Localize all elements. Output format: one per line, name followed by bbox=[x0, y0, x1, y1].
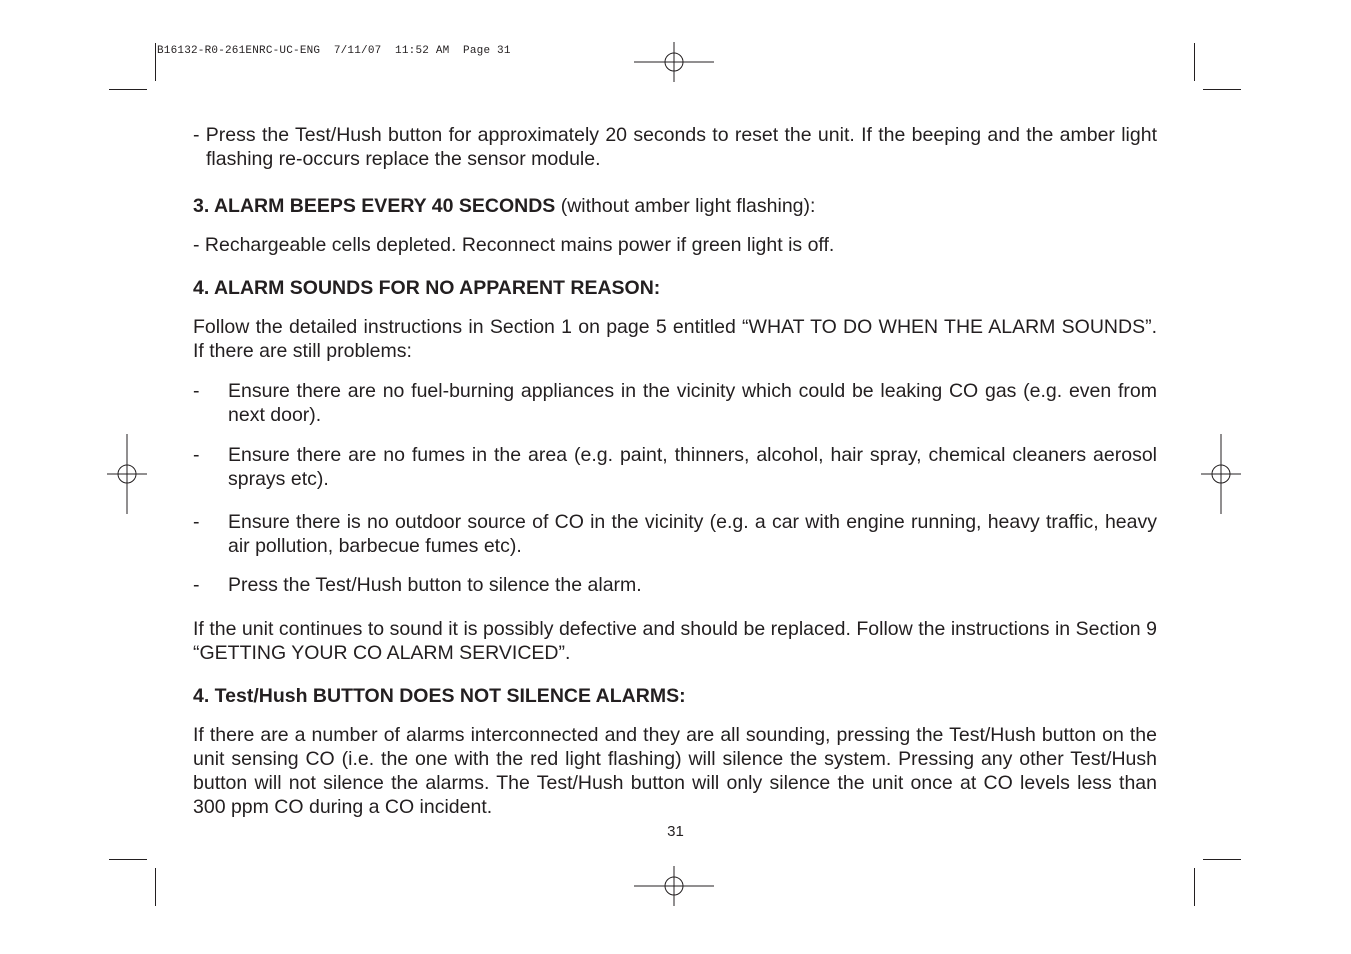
section-3-body: - Rechargeable cells depleted. Reconnect mains power if green light is off. bbox=[193, 234, 835, 256]
bullet-dash: - bbox=[193, 574, 200, 596]
page-content bbox=[193, 123, 1157, 819]
registration-mark-bottom-icon bbox=[634, 866, 714, 906]
bullet-dash: - bbox=[193, 511, 200, 533]
registration-mark-top-icon bbox=[634, 42, 714, 82]
section-4b-heading: 4. Test/Hush BUTTON DOES NOT SILENCE ALARMS: bbox=[193, 685, 686, 707]
crop-mark-top-left-horizontal bbox=[109, 89, 147, 90]
crop-mark-bottom-right-horizontal bbox=[1203, 859, 1241, 860]
list-item bbox=[193, 443, 1157, 491]
bullet-dash: - bbox=[193, 444, 200, 466]
section-3-heading bbox=[193, 194, 1157, 218]
section-4a-heading: 4. ALARM SOUNDS FOR NO APPARENT REASON: bbox=[193, 277, 661, 299]
crop-mark-bottom-left-vertical bbox=[155, 868, 156, 906]
crop-mark-top-left-vertical bbox=[155, 43, 156, 81]
list-item-text: Ensure there are no fuel-burning appliances in the vicinity which could be leaking CO gas (e.g. even from next door). bbox=[228, 380, 1157, 426]
registration-mark-right-icon bbox=[1201, 434, 1241, 514]
page-number: 31 bbox=[667, 823, 684, 840]
list-item-text: Ensure there is no outdoor source of CO in the vicinity (e.g. a car with engine running, heavy traffic, heavy air pollution, barbecue fumes etc). bbox=[228, 511, 1157, 557]
bullet-dash: - bbox=[193, 380, 200, 402]
list-item bbox=[193, 510, 1157, 558]
section-4a-intro: Follow the detailed instructions in Section 1 on page 5 entitled “WHAT TO DO WHEN THE ALARM SOUNDS”. If there are still problems: bbox=[193, 316, 1157, 362]
crop-mark-top-right-vertical bbox=[1194, 43, 1195, 81]
registration-mark-left-icon bbox=[107, 434, 147, 514]
print-slug: B16132-R0-261ENRC-UC-ENG 7/11/07 11:52 AM Page 31 bbox=[157, 45, 511, 57]
list-item-text: Press the Test/Hush button to silence the alarm. bbox=[228, 574, 642, 596]
section-4b-body: If there are a number of alarms interconnected and they are all sounding, pressing the Test/Hush button on the unit sensing CO (i.e. the one with the red light flashing) will silence the system. Pressing any other Test/Hush button will not silence the alarms. The Test/Hush button will only silence the unit once at CO levels less than 300 ppm CO during a CO incident. bbox=[193, 724, 1157, 818]
crop-mark-top-right-horizontal bbox=[1203, 89, 1241, 90]
list-item bbox=[193, 379, 1157, 427]
list-item-text: Ensure there are no fumes in the area (e.g. paint, thinners, alcohol, hair spray, chemical cleaners aerosol sprays etc). bbox=[228, 444, 1157, 490]
list-item bbox=[193, 573, 1157, 597]
crop-mark-bottom-right-vertical bbox=[1194, 868, 1195, 906]
section-3-heading-bold: 3. ALARM BEEPS EVERY 40 SECONDS bbox=[193, 195, 556, 217]
crop-mark-bottom-left-horizontal bbox=[109, 859, 147, 860]
intro-dash-paragraph: - Press the Test/Hush button for approximately 20 seconds to reset the unit. If the beeping and the amber light flashing re-occurs replace the sensor module. bbox=[193, 124, 1157, 170]
section-4a-outro: If the unit continues to sound it is possibly defective and should be replaced. Follow the instructions in Section 9 “GETTING YOUR CO ALARM SERVICED”. bbox=[193, 618, 1157, 664]
section-3-heading-note: (without amber light flashing): bbox=[555, 195, 816, 217]
